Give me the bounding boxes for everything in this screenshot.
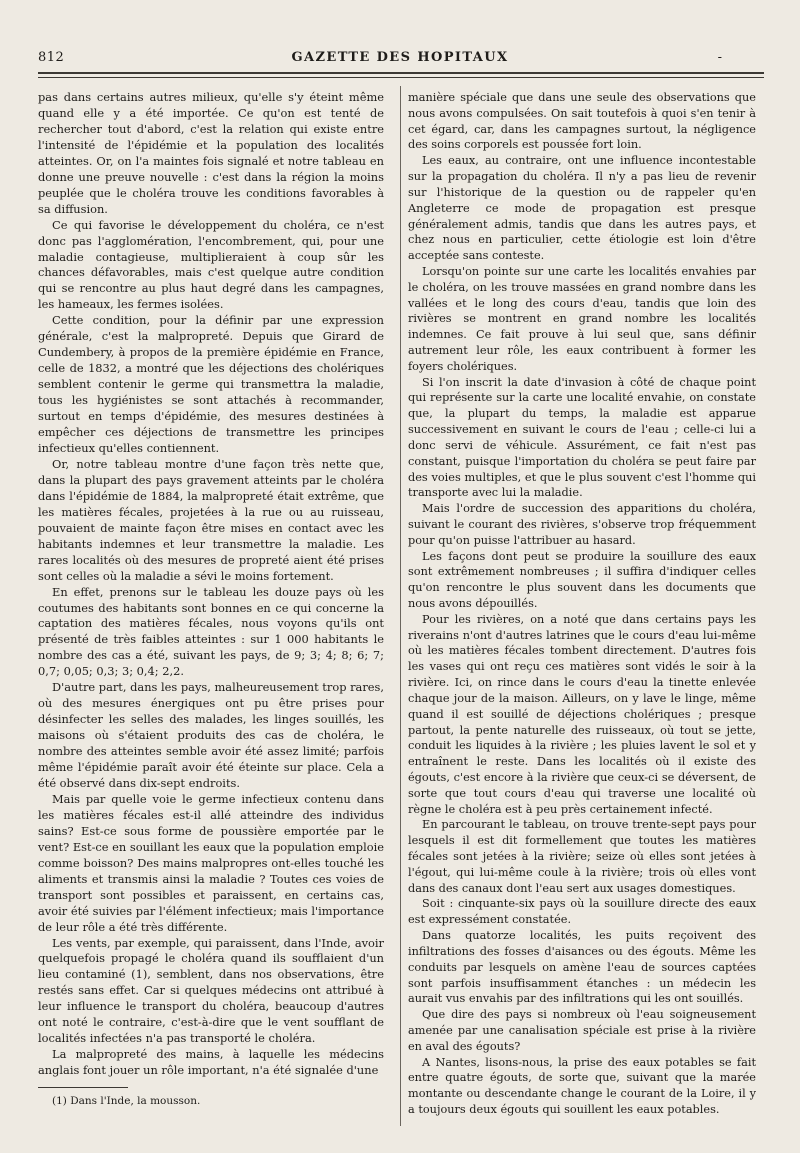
- page-number: 812: [38, 50, 65, 65]
- paragraph: En parcourant le tableau, on trouve trente-sept pays pour lesquels il est dit formellement que toutes les matières fécales sont jetées à la rivière; seize où elles sont jetées à l'égout, qui lui-même coule à la rivière; trois où elles vont dans des canaux dont l'eau sert aux usages domestiques.: [408, 818, 756, 895]
- paragraph: D'autre part, dans les pays, malheureusement trop rares, où des mesures énergiques ont pu être prises pour désinfecter les selles des malades, les linges souillés, les maisons où s'étaient produits des cas de choléra, le nombre des atteintes semble avoir été assez limité; parfois même l'épidémie paraît avoir été éteinte sur place. Cela a été observé dans dix-sept endroits.: [38, 680, 384, 790]
- paragraph: Pour les rivières, on a noté que dans certains pays les riverains n'ont d'autres latrines que le cours d'eau lui-même où les matières fécales tombent directement. D'autres fois les vases qui ont reçu ces matières sont vidés le soir à la rivière. Ici, on rince dans le cours d'eau la tinette enlevée chaque jour de la maison. Ailleurs, on y lave le linge, même quand il est souillé de déjections cholériques ; presque partout, la pente naturelle des ruisseaux, où tout se jette, conduit les liquides à la rivière ; les pluies lavent le sol et y entraînent le reste. Dans les localités où il existe des égouts, c'est encore à la rivière que ceux-ci se déversent, de sorte que tout cours d'eau qui traverse une localité où règne le choléra est à peu près certainement infecté.: [408, 612, 756, 816]
- paragraph: A Nantes, lisons-nous, la prise des eaux potables se fait entre quatre égouts, de sorte que, suivant que la marée montante ou descendante change le courant de la Loire, il y a toujours deux égouts qui souillent les eaux potables.: [408, 1055, 756, 1116]
- paragraph: Mais par quelle voie le germe infectieux contenu dans les matières fécales est-il allé atteindre des individus sains? Est-ce sous forme de poussière emportée par le vent? Est-ce en souillant les eaux que la population emploie comme boisson? Des mains malpropres ont-elles touché les aliments et transmis ainsi la maladie ? Toutes ces voies de transport sont possibles et paraissent, en certains cas, avoir été suivies par l'élément infectieux; mais l'importance de leur rôle a été très différente.: [38, 791, 384, 934]
- running-header: [38, 50, 762, 70]
- paragraph: Que dire des pays si nombreux où l'eau soigneusement amenée par une canalisation spéciale est prise à la rivière en aval des égouts?: [408, 1008, 756, 1053]
- paragraph: Les vents, par exemple, qui paraissent, dans l'Inde, avoir quelquefois propagé le choléra quand ils soufflaient d'un lieu contaminé (1), semblent, dans nos observations, être restés sans effet. Car si quelques médecins ont attribué à leur influence le transport du choléra, beaucoup d'autres ont noté le contraire, c'est-à-dire que le vent soufflant de localités infectées n'a pas transporté le choléra.: [38, 935, 384, 1046]
- header-rule-thin: [38, 77, 764, 78]
- paragraph: En effet, prenons sur le tableau les douze pays où les coutumes des habitants sont bonnes en ce qui concerne la captation des matières fécales, nous voyons qu'ils ont présenté de très faibles atteintes : sur 1 000 habitants le nombre des cas a été, suivant les pays, de 9; 3; 4; 8; 6; 7; 0,7; 0,05; 0,3; 3; 0,4; 2,2.: [38, 584, 384, 679]
- paragraph: Les façons dont peut se produire la souillure des eaux sont extrêmement nombreuses ; il suffira d'indiquer celles qu'on rencontre le plus souvent dans les documents que nous avons dépouillés.: [408, 549, 756, 610]
- header-rule-thick: [38, 72, 764, 74]
- paragraph: La malpropreté des mains, à laquelle les médecins anglais font jouer un rôle important, n'a été signalée d'une: [38, 1047, 384, 1078]
- left-column: [38, 90, 384, 1108]
- paragraph: Mais l'ordre de succession des apparitions du choléra, suivant le courant des rivières, s'observe trop fréquemment pour qu'on puisse l'attribuer au hasard.: [408, 502, 756, 547]
- paragraph: Lorsqu'on pointe sur une carte les localités envahies par le choléra, on les trouve massées en grand nombre dans les vallées et le long des cours d'eau, tandis que loin des rivières se montrent en grand nombre les localités indemnes. Ce fait prouve à lui seul que, sans définir autrement leur rôle, les eaux contribuent à former les foyers cholériques.: [408, 264, 756, 373]
- paragraph: Les eaux, au contraire, ont une influence incontestable sur la propagation du choléra. Il n'y a pas lieu de revenir sur l'historique de la question ou de rappeler qu'en Angleterre ce mode de propagation est presque généralement admis, tandis que dans les autres pays, et chez nous en particulier, cette étiologie est loin d'être acceptée sans conteste.: [408, 154, 756, 263]
- paragraph: Cette condition, pour la définir par une expression générale, c'est la malpropreté. Depuis que Girard de Cundembery, à propos de la première épidémie en France, celle de 1832, a montré que les déjections des cholériques semblent contenir le germe qui transmettra la maladie, tous les hygiénistes se sont attachés à recommander, surtout en temps d'épidémie, des mesures destinées à empêcher ces déjections de transmettre les principes infectieux qu'elles contiennent.: [38, 313, 384, 455]
- footnote-rule: [38, 1087, 128, 1088]
- header-mark: -: [717, 50, 722, 65]
- paragraph: Si l'on inscrit la date d'invasion à côté de chaque point qui représente sur la carte une localité envahie, on constate que, la plupart du temps, la maladie est apparue successivement en suivant le cours de l'eau ; celle-ci lui a donc servi de véhicule. Assurément, ce fait n'est pas constant, puisque l'importation du choléra se peut faire par des voies multiples, et que le plus souvent c'est l'homme qui transporte avec lui la maladie.: [408, 375, 756, 500]
- paragraph: Dans quatorze localités, les puits reçoivent des infiltrations des fosses d'aisances ou des égouts. Même les conduits par lesquels on amène l'eau de sources captées sont parfois insuffisamment étanches : un médecin les aurait vus envahis par des infiltrations qui les ont souillés.: [408, 929, 756, 1006]
- paragraph: Or, notre tableau montre d'une façon très nette que, dans la plupart des pays gravement atteints par le choléra dans l'épidémie de 1884, la malpropreté était extrême, que les matières fécales, projetées à la rue ou au ruisseau, pouvaient de mainte façon être mises en contact avec les habitants indemnes et leur transmettre la maladie. Les rares localités où des mesures de propreté aient été prises sont celles où la maladie a sévi le moins fortement.: [38, 456, 384, 583]
- right-column: [408, 90, 756, 1118]
- column-divider: [400, 86, 401, 1126]
- paragraph: Ce qui favorise le développement du choléra, ce n'est donc pas l'agglomération, l'encombrement, qui, pour une maladie contagieuse, multiplieraient à coup sûr les chances défavorables, mais c'est quelque autre condition qui se rencontre au plus haut degré dans les campagnes, les hameaux, les fermes isolées.: [38, 217, 384, 312]
- paragraph: pas dans certains autres milieux, qu'elle s'y éteint même quand elle y a été importée. Ce qu'on est tenté de rechercher tout d'abord, c'est la relation qui existe entre l'intensité de l'épidémie et la population des localités atteintes. Or, on l'a maintes fois signalé et notre tableau en donne une preuve nouvelle : c'est dans la région la moins peuplée que le choléra trouve les conditions favorables à sa diffusion.: [38, 90, 384, 216]
- paragraph: Soit : cinquante-six pays où la souillure directe des eaux est expressément constatée.: [408, 897, 756, 927]
- journal-title: GAZETTE DES HOPITAUX: [291, 50, 509, 65]
- footnote: (1) Dans l'Inde, la mousson.: [52, 1095, 201, 1108]
- paragraph: manière spéciale que dans une seule des observations que nous avons compulsées. On sait toutefois à quoi s'en tenir à cet égard, car, dans les campagnes surtout, la négligence des soins corporels est poussée fort loin.: [408, 91, 756, 152]
